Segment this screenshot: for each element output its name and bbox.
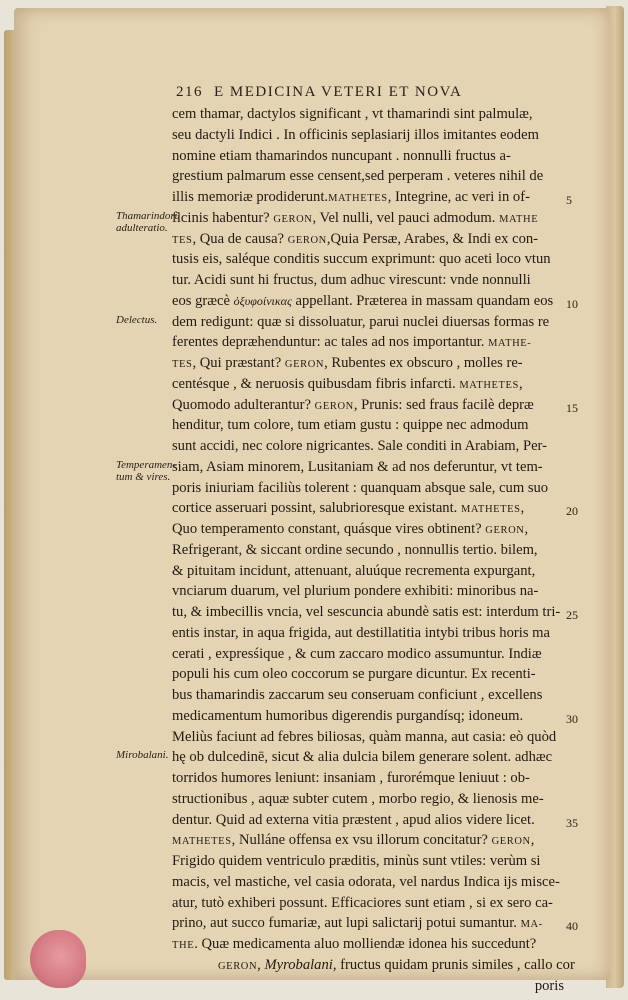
speaker-name: MATHETES xyxy=(459,379,519,391)
text-line: poris xyxy=(534,977,564,994)
text-line: Quo temperamento constant, quásque vires obtinent? GERON, xyxy=(172,521,529,537)
line-number: 10 xyxy=(566,296,578,311)
greek-word: ὀξυφοίνικας xyxy=(233,293,292,308)
text-line: sunt accidi, nec colore nigricantes. Sale conditi in Arabiam, Per- xyxy=(172,438,547,454)
speaker-name: GERON xyxy=(273,213,313,225)
text-line: eos græcè ὀξυφοίνικας appellant. Præterea in massam quandam eos xyxy=(172,292,554,309)
text-line: dem redigunt: quæ si dissoluatur, parui nuclei diuersas formas re xyxy=(172,313,550,330)
page-header xyxy=(176,84,496,104)
text-line: ferentes depræhenduntur: ac tales ad nos importantur. MATHE- xyxy=(172,334,532,351)
text-line: tu, & imbecillis vncia, vel sescuncia abundè satis est: interdum tri- xyxy=(172,604,561,620)
text-line: entis instar, in aqua frigida, aut destillatitia intybi tribus horis ma xyxy=(172,624,550,641)
speaker-name: GERON xyxy=(491,836,531,848)
text-line: ficinis habentur? GERON, Vel nulli, vel pauci admodum. MATHE xyxy=(172,209,539,226)
speaker-name: MATHE xyxy=(499,213,539,225)
line-number: 30 xyxy=(566,711,578,726)
text-line: siam, Asiam minorem, Lusitaniam & ad nos deferuntur, vt tem- xyxy=(172,458,543,475)
text-line: poris iniuriam faciliùs tolerent : quanquam absque sale, cum suo xyxy=(172,479,549,496)
text-line: Frigido quidem ventriculo præditis, minùs sunt vtiles: verùm si xyxy=(172,853,541,869)
text-line: prino, aut succo fumariæ, aut lupi salictarij potui sumantur. MA- xyxy=(172,915,543,932)
text-line: & pituitam incidunt, attenuant, aluúque recrementa expurgant, xyxy=(172,562,536,579)
text-line: medicamentum humoribus digerendis purgandísq; idoneum. xyxy=(172,707,524,724)
text-line: dentur. Quid ad externa vitia præstent , apud alios videre licet. xyxy=(172,811,535,828)
speaker-name: GERON xyxy=(287,234,327,246)
text-line: TES, Qui præstant? GERON, Rubentes ex obscuro , molles re- xyxy=(172,355,523,371)
text-line: cem thamar, dactylos significant , vt thamarindi sint palmulæ, xyxy=(172,106,533,122)
text-line: grestium palmarum esse censent,sed perperam . veteres nihil de xyxy=(172,168,544,185)
speaker-name: MATHETES xyxy=(172,836,232,848)
text-line: macis, vel mastiche, vel casia odorata, vel nardus Indica ijs misce- xyxy=(172,873,560,890)
margin-note: Thamarindorũ adulteratio. xyxy=(116,209,181,234)
text-line: populi his cum oleo coccorum se purgare dicuntur. Ex recenti- xyxy=(172,666,536,683)
speaker-name: GERON xyxy=(485,525,525,536)
text-line: illis memoriæ prodiderunt.MATHETES, Integrine, ac veri in of- xyxy=(172,189,530,205)
margin-note: Mirobalani. xyxy=(116,749,169,762)
text-line: cerati , expresśique , & cum zaccaro modico assumuntur. Indiæ xyxy=(172,645,542,662)
margin-note: Delectus. xyxy=(116,313,158,326)
text-line: Meliùs faciunt ad febres biliosas, quàm manna, aut casia: eò quòd xyxy=(172,728,557,745)
text-line: tur. Acidi sunt hi fructus, dum adhuc virescunt: vnde nonnulli xyxy=(172,272,531,288)
text-line: cortice asseruari possint, salubrioresque existant. MATHETES, xyxy=(172,500,525,517)
speaker-name: TES xyxy=(172,359,193,370)
text-line: hę ob dulcedinē, sicut & alia dulcia bilem generare solent. adhæc xyxy=(172,749,553,766)
speaker-name: GERON xyxy=(314,400,354,412)
speaker-name: MATHE- xyxy=(488,338,532,350)
text-line: henditur, tum colore, tum etiam gustu : quippe nec admodum xyxy=(172,417,529,434)
text-line: Refrigerant, & siccant ordine secundo , nonnullis tertio. bilem, xyxy=(172,541,538,558)
text-line: GERON, Myrobalani, fructus quidam prunis similes , callo cor xyxy=(218,956,575,973)
margin-note: Temperamen- tum & vires. xyxy=(116,458,177,483)
text-line: torridos humores leniunt: insaniam , furorémque leniuut : ob- xyxy=(172,770,530,786)
text-line: bus thamarindis zaccarum seu conseruam conficiunt , excellens xyxy=(172,687,543,703)
text-line: structionibus , aquæ subter cutem , morbo regio, & lienosis me- xyxy=(172,790,544,807)
text-line: TES, Qua de causa? GERON,Quia Persæ, Arabes, & Indi ex con- xyxy=(172,230,539,247)
thumb xyxy=(30,930,86,988)
speaker-name: TES xyxy=(172,234,193,246)
italic-term: Myrobalani xyxy=(264,956,333,973)
body-text xyxy=(172,104,575,996)
text-line: centésque , & neruosis quibusdam fibris infarcti. MATHETES, xyxy=(172,375,523,392)
speaker-name: MATHETES xyxy=(460,504,521,516)
text-line: MATHETES, Nulláne offensa ex vsu illorum concitatur? GERON, xyxy=(172,832,535,849)
line-number: 40 xyxy=(566,919,578,934)
speaker-name: MATHETES xyxy=(328,193,388,204)
line-number: 5 xyxy=(566,193,572,207)
line-number: 20 xyxy=(566,504,578,519)
speaker-name: GERON xyxy=(284,359,325,370)
line-number: 25 xyxy=(566,608,578,622)
text-line: vnciarum duarum, vel plurium pondere exhibiti: minoribus na- xyxy=(172,583,539,600)
text-line: nomine etiam thamarindos nuncupant . nonnulli fructus a- xyxy=(172,147,511,164)
text-line: atur, tutò exhiberi possunt. Efficaciores sunt etiam , si ex sero ca- xyxy=(172,894,553,911)
text-line: THE. Quæ medicamenta aluo molliendæ idonea his succedunt? xyxy=(172,936,537,952)
speaker-name: MA- xyxy=(520,919,543,931)
text-line: Quomodo adulterantur? GERON, Prunis: sed fraus facilè depræ xyxy=(172,396,534,413)
speaker-name: GERON xyxy=(218,960,258,972)
text-line: seu dactyli Indici . In officinis seplasiarij illos imitantes eodem xyxy=(172,126,539,143)
line-number: 15 xyxy=(566,400,578,415)
speaker-name: THE xyxy=(172,940,195,951)
line-number: 35 xyxy=(566,815,578,830)
page-number: 216 xyxy=(176,84,203,100)
text-line: tusis eis, saléque conditis succum exprimunt: quo aceti loco vtun xyxy=(172,251,551,268)
running-title: E MEDICINA VETERI ET NOVA xyxy=(214,84,463,100)
